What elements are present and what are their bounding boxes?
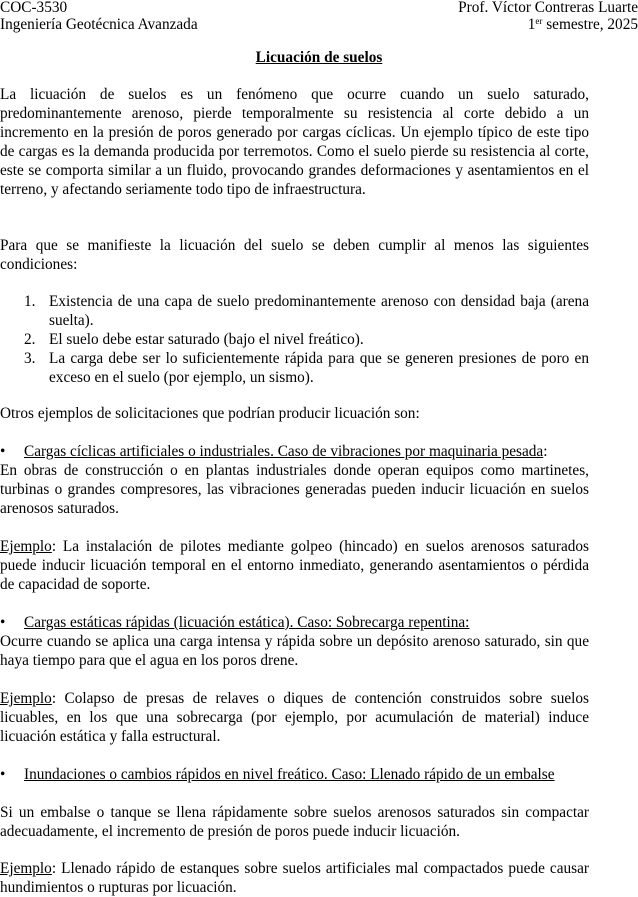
course-code: COC-3530 — [0, 0, 68, 16]
example-text: La instalación de pilotes mediante golpeo (hincado) en suelos arenosos saturados puede inducir licuación temporal en el entorno inmediato, generando asentamientos o pérdida de capacidad de soporte. — [0, 538, 589, 593]
example-label: Ejemplo — [0, 690, 52, 707]
bullet-icon: • — [0, 614, 6, 631]
header-row-2 — [0, 15, 638, 33]
case-description-3: Si un embalse o tanque se llena rápidamente sobre suelos arenosos saturados sin compactar adecuadamente, el incremento de presión de poros puede inducir licuación. — [0, 804, 589, 840]
case-example-3 — [0, 859, 589, 897]
example-colon: : — [51, 538, 57, 555]
page-title: Licuación de suelos — [255, 49, 383, 66]
conditions-list — [0, 292, 589, 387]
case-heading-3 — [0, 765, 589, 784]
case-example-1 — [0, 537, 589, 594]
condition-number: 2. — [24, 331, 36, 348]
condition-number: 3. — [24, 350, 36, 367]
example-text: Colapso de presas de relaves o diques de contención construidos sobre suelos licuables, en los que una sobrecarga (por ejemplo, por acumulación de material) induce licuación estática y falla estructural. — [0, 690, 589, 745]
condition-text: Existencia de una capa de suelo predominantemente arenoso con densidad baja (arena suelta). — [49, 293, 589, 329]
case-bullet-item — [0, 613, 589, 632]
case-heading-text: Cargas cíclicas artificiales o industriales. Caso de vibraciones por maquinaria pesada — [24, 443, 544, 460]
semester-number: 1 — [527, 16, 536, 33]
case-heading-text: Inundaciones o cambios rápidos en nivel freático. Caso: Llenado rápido de un embalse — [24, 766, 555, 783]
conditions-intro: Para que se manifieste la licuación del suelo se deben cumplir al menos las siguientes condiciones: — [0, 237, 589, 273]
case-example-2 — [0, 689, 589, 746]
condition-text: El suelo debe estar saturado (bajo el nivel freático). — [49, 331, 364, 348]
intro-paragraph: La licuación de suelos es un fenómeno que ocurre cuando un suelo saturado, predominantemente arenoso, pierde temporalmente su resistencia al corte debido a un incremento en la presión de poros generado por cargas cíclicas. Un ejemplo típico de este tipo de cargas es la demanda producida por terremotos. Como el suelo pierde su resistencia al corte, este se comporta similar a un fluido, provocando grandes deformaciones y asentamientos en el terreno, y afectando seriamente todo tipo de infraestructura. — [0, 86, 589, 198]
case-heading-tail: : — [543, 443, 548, 460]
bullet-icon: • — [0, 766, 6, 783]
case-description-2: Ocurre cuando se aplica una carga intensa y rápida sobre un depósito arenoso saturado, sin que haya tiempo para que el agua en los poros drene. — [0, 633, 589, 669]
bullet-icon: • — [0, 443, 6, 460]
case-description-1: En obras de construcción o en plantas industriales donde operan equipos como martinetes, turbinas o grandes compresores, las vibraciones generadas pueden inducir licuación en suelos arenosos saturados. — [0, 462, 589, 517]
condition-item — [0, 330, 589, 349]
condition-text: La carga debe ser lo suficientemente rápida para que se generen presiones de poro en exceso en el suelo (por ejemplo, un sismo). — [49, 350, 589, 386]
example-label: Ejemplo — [0, 538, 52, 555]
example-colon: : — [51, 860, 57, 877]
case-heading-1 — [0, 442, 589, 461]
semester — [528, 15, 638, 34]
example-colon: : — [51, 690, 57, 707]
example-text: Llenado rápido de estanques sobre suelos artificiales mal compactados puede causar hundimientos o rupturas por licuación. — [0, 860, 589, 896]
professor-name: Prof. Víctor Contreras Luarte — [458, 0, 638, 16]
example-label: Ejemplo — [0, 860, 52, 877]
header-row-1 — [0, 0, 638, 16]
semester-text: semestre, 2025 — [542, 16, 638, 33]
other-examples-intro: Otros ejemplos de solicitaciones que podrían producir licuación son: — [0, 405, 420, 422]
semester-ordinal: er — [535, 16, 543, 26]
case-bullet-item — [0, 442, 589, 461]
condition-item — [0, 292, 589, 330]
condition-number: 1. — [24, 293, 36, 310]
course-name: Ingeniería Geotécnica Avanzada — [0, 16, 198, 33]
condition-item — [0, 349, 589, 387]
case-heading-text: Cargas estáticas rápidas (licuación estática). Caso: Sobrecarga repentina: — [24, 614, 470, 631]
case-bullet-item — [0, 765, 589, 784]
case-heading-2 — [0, 613, 589, 632]
